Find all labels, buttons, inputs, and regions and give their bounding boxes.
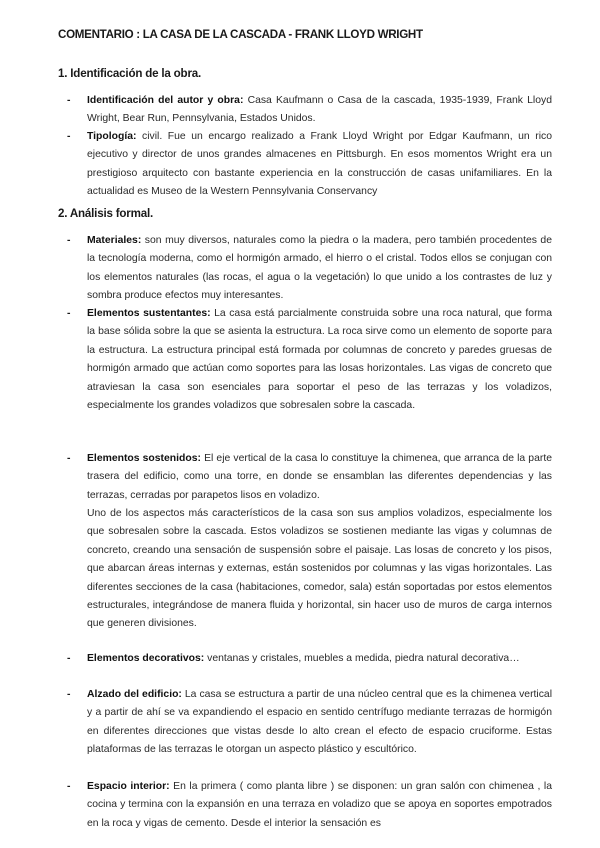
item-text: La casa está parcialmente construida sobre una roca natural, que forma la base sólida sobre la que se asienta la estructura. La roca sirve como un elemento de soporte para la estructura. La estructura principal está formada por columnas de concreto y paredes gruesas de hormigón armado que actúan como soportes para las losas horizontales. Las vigas de concreto que atraviesan la casa son esenciales para soportar el peso de las terrazas y los voladizos, especialmente los grandes voladizos que sobresalen sobre la cascada. xyxy=(87,308,552,412)
item-label: Elementos decorativos: xyxy=(87,653,205,664)
section-heading-analisis-formal: 2. Análisis formal. xyxy=(58,207,153,220)
bullet-dash: - xyxy=(67,131,71,142)
paragraph-continuation: Uno de los aspectos más característicos de la casa son sus amplios voladizos, especialmente los que sobresalen sobre la cascada. Estos voladizos se sostienen mediante las vigas y columnas de concreto, creando una sensación de suspensión sobre el paisaje. Las losas de concreto y los pisos, que abarcan áreas internas y externas, están sostenidos por columnas y las vigas horizontales. Las diferentes secciones de la casa (habitaciones, comedor, sala) están soportadas por estos elementos estructurales, integrándose de manera fluida y horizontal, sin hacer uso de muros de carga internos que generen divisiones. xyxy=(87,508,552,630)
item-text: En la primera ( como planta libre ) se disponen: un gran salón con chimenea , la cocina y termina con la expansión en una terraza en voladizo que se apoya en soportes empotrados en la roca y vigas de cemento. Desde el interior la sensación es xyxy=(87,781,552,829)
section-heading-identificacion: 1. Identificación de la obra. xyxy=(58,67,202,80)
item-label: Elementos sostenidos: xyxy=(87,453,201,464)
bullet-dash: - xyxy=(67,308,71,319)
item-text: son muy diversos, naturales como la piedra o la madera, pero también procedentes de la tecnología moderna, como el hormigón armado, el hierro o el cristal. Todos ellos se conjugan con los elementos naturales (las rocas, el agua o la vegetación) lo que unido a los contrastes de luz y sombra produce efectos muy interesantes. xyxy=(87,235,552,302)
bullet-dash: - xyxy=(67,453,71,464)
item-text: civil. Fue un encargo realizado a Frank Lloyd Wright por Edgar Kaufmann, un rico ejecutivo y director de unos grandes almacenes en Pittsburgh. En esos momentos Wright era un prestigioso arquitecto con bastante experiencia en la construcción de casas unifamiliares. En la actualidad es Museo de la Western Pennsylvania Conservancy xyxy=(87,131,552,198)
bullet-dash: - xyxy=(67,235,71,246)
document-title: COMENTARIO : LA CASA DE LA CASCADA - FRANK LLOYD WRIGHT xyxy=(58,28,423,41)
item-label: Identificación del autor y obra: xyxy=(87,95,244,106)
item-text: ventanas y cristales, muebles a medida, piedra natural decorativa… xyxy=(204,653,520,664)
paragraph xyxy=(87,450,552,505)
item-text: La casa se estructura a partir de una núcleo central que es la chimenea vertical y a partir de ahí se va expandiendo el espacio en sentido centrífugo mediante terrazas de hormigón en diferentes direcciones que vistas desde lo alto crean el efecto de espacio cruciforme. Estas plataformas de las terrazas le otorgan un aspecto plástico y escultórico. xyxy=(87,689,553,756)
item-text: El eje vertical de la casa lo constituye la chimenea, que arranca de la parte trasera del edificio, como una torre, en donde se ensamblan las diferentes dependencias y las terrazas, cerradas por parapetos lisos en voladizo. xyxy=(87,453,552,501)
item-label: Alzado del edificio: xyxy=(87,689,182,700)
paragraph xyxy=(87,778,552,833)
paragraph xyxy=(87,650,552,668)
item-label: Tipología: xyxy=(87,131,137,142)
bullet-dash: - xyxy=(67,781,71,792)
paragraph xyxy=(87,686,552,760)
item-label: Elementos sustentantes: xyxy=(87,308,211,319)
paragraph xyxy=(87,232,552,306)
item-text: Casa Kaufmann o Casa de la cascada, 1935-1939, Frank Lloyd Wright, Bear Run, Pennsylvania, Estados Unidos. xyxy=(87,95,552,125)
paragraph xyxy=(87,305,552,415)
bullet-dash: - xyxy=(67,689,71,700)
paragraph xyxy=(87,92,552,129)
item-label: Espacio interior: xyxy=(87,781,170,792)
bullet-dash: - xyxy=(67,95,71,106)
bullet-dash: - xyxy=(67,653,71,664)
item-label: Materiales: xyxy=(87,235,142,246)
paragraph xyxy=(87,128,552,202)
